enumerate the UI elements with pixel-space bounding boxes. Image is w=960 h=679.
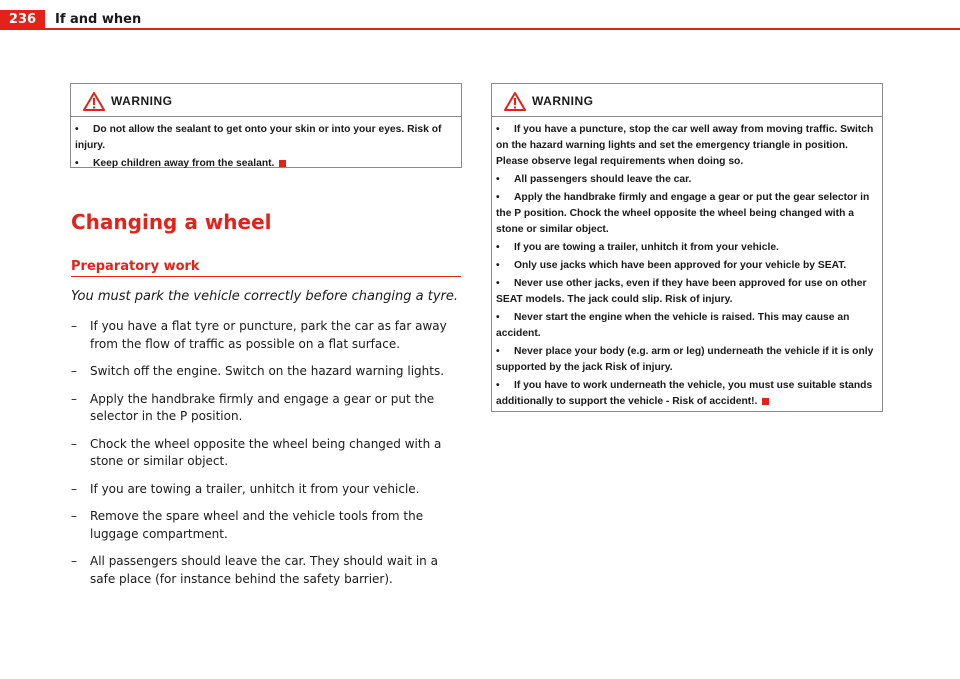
bullet-icon: •	[496, 124, 500, 135]
step-item	[71, 508, 466, 543]
warning-item	[496, 344, 877, 376]
warning-title: WARNING	[111, 94, 173, 108]
dash-icon: –	[71, 364, 77, 378]
bullet-icon: •	[496, 260, 500, 271]
dash-icon: –	[71, 481, 77, 496]
step-text: Remove the spare wheel and the vehicle tools from the luggage compartment.	[90, 509, 424, 541]
warning-title: WARNING	[532, 94, 594, 108]
dash-icon: –	[71, 391, 77, 406]
warning-item-text: Only use jacks which have been approved for your vehicle by SEAT.	[514, 260, 847, 271]
warning-item	[496, 276, 877, 308]
step-item	[71, 436, 466, 471]
bullet-icon: •	[496, 192, 500, 203]
chapter-title: If and when	[55, 12, 142, 27]
warning-box-wheel-change	[491, 83, 883, 412]
bullet-icon: •	[496, 278, 500, 289]
bullet-icon: •	[496, 380, 500, 391]
warning-item	[496, 310, 877, 342]
warning-item-text: Apply the handbrake firmly and engage a gear or put the gear selector in the P position. Chock the wheel opposite the wheel being changed with a stone or similar object.	[496, 192, 870, 235]
step-list	[71, 318, 466, 598]
step-text: If you are towing a trailer, unhitch it from your vehicle.	[90, 481, 420, 496]
warning-list	[492, 117, 882, 414]
step-item	[71, 553, 466, 588]
step-text: If you have a flat tyre or puncture, park the car as far away from the flow of traffic as possible on a flat surface.	[90, 319, 447, 351]
step-text: Chock the wheel opposite the wheel being changed with a stone or similar object.	[90, 436, 442, 468]
warning-triangle-icon	[504, 92, 526, 111]
bullet-icon: •	[496, 242, 500, 253]
warning-item-text: All passengers should leave the car.	[514, 174, 692, 185]
warning-item-text: Do not allow the sealant to get onto your skin or into your eyes. Risk of injury.	[75, 124, 442, 151]
warning-item	[75, 156, 456, 172]
intro-text: You must park the vehicle correctly before changing a tyre.	[71, 289, 459, 304]
header-rule	[0, 28, 960, 30]
warning-header	[492, 84, 882, 117]
page-number: 236	[0, 10, 45, 30]
warning-item	[496, 190, 877, 238]
bullet-icon: •	[496, 312, 500, 323]
warning-item	[496, 122, 877, 170]
warning-item	[496, 258, 877, 274]
dash-icon: –	[71, 509, 77, 523]
warning-list	[71, 117, 461, 176]
page-header	[0, 0, 960, 30]
warning-item	[496, 172, 877, 188]
step-item	[71, 481, 466, 499]
subsection-rule	[71, 276, 461, 277]
step-item	[71, 363, 466, 381]
warning-item	[496, 240, 877, 256]
step-text: Switch off the engine. Switch on the hazard warning lights.	[90, 364, 445, 378]
warning-item	[496, 378, 877, 410]
dash-icon: –	[71, 436, 77, 451]
warning-item-text: If you are towing a trailer, unhitch it from your vehicle.	[514, 242, 779, 253]
warning-item	[75, 122, 456, 154]
bullet-icon: •	[75, 124, 79, 135]
warning-item-text: If you have to work underneath the vehicle, you must use suitable stands additionally to support the vehicle - Risk of accident!.	[496, 380, 873, 407]
section-title: Changing a wheel	[71, 210, 272, 234]
warning-item-text: Keep children away from the sealant.	[93, 158, 275, 169]
step-text: All passengers should leave the car. They should wait in a safe place (for instance behind the safety barrier).	[90, 554, 438, 586]
bullet-icon: •	[496, 174, 500, 185]
end-of-section-icon	[279, 160, 286, 167]
dash-icon: –	[71, 319, 77, 333]
dash-icon: –	[71, 554, 77, 568]
bullet-icon: •	[75, 158, 79, 169]
warning-box-sealant	[70, 83, 462, 168]
warning-triangle-icon	[83, 92, 105, 111]
step-item	[71, 391, 466, 426]
step-item	[71, 318, 466, 353]
warning-item-text: If you have a puncture, stop the car well away from moving traffic. Switch on the hazard warning lights and set the emergency triangle in position. Please observe legal requirements when doing so.	[496, 124, 874, 167]
warning-item-text: Never use other jacks, even if they have been approved for use on other SEAT models. The jack could slip. Risk of injury.	[496, 278, 867, 305]
end-of-section-icon	[762, 398, 769, 405]
step-text: Apply the handbrake firmly and engage a gear or put the selector in the P position.	[90, 391, 435, 423]
warning-item-text: Never start the engine when the vehicle is raised. This may cause an accident.	[496, 312, 850, 339]
bullet-icon: •	[496, 346, 500, 357]
subsection-title: Preparatory work	[71, 259, 200, 274]
warning-item-text: Never place your body (e.g. arm or leg) underneath the vehicle if it is only supported by the jack Risk of injury.	[496, 346, 874, 373]
warning-header	[71, 84, 461, 117]
